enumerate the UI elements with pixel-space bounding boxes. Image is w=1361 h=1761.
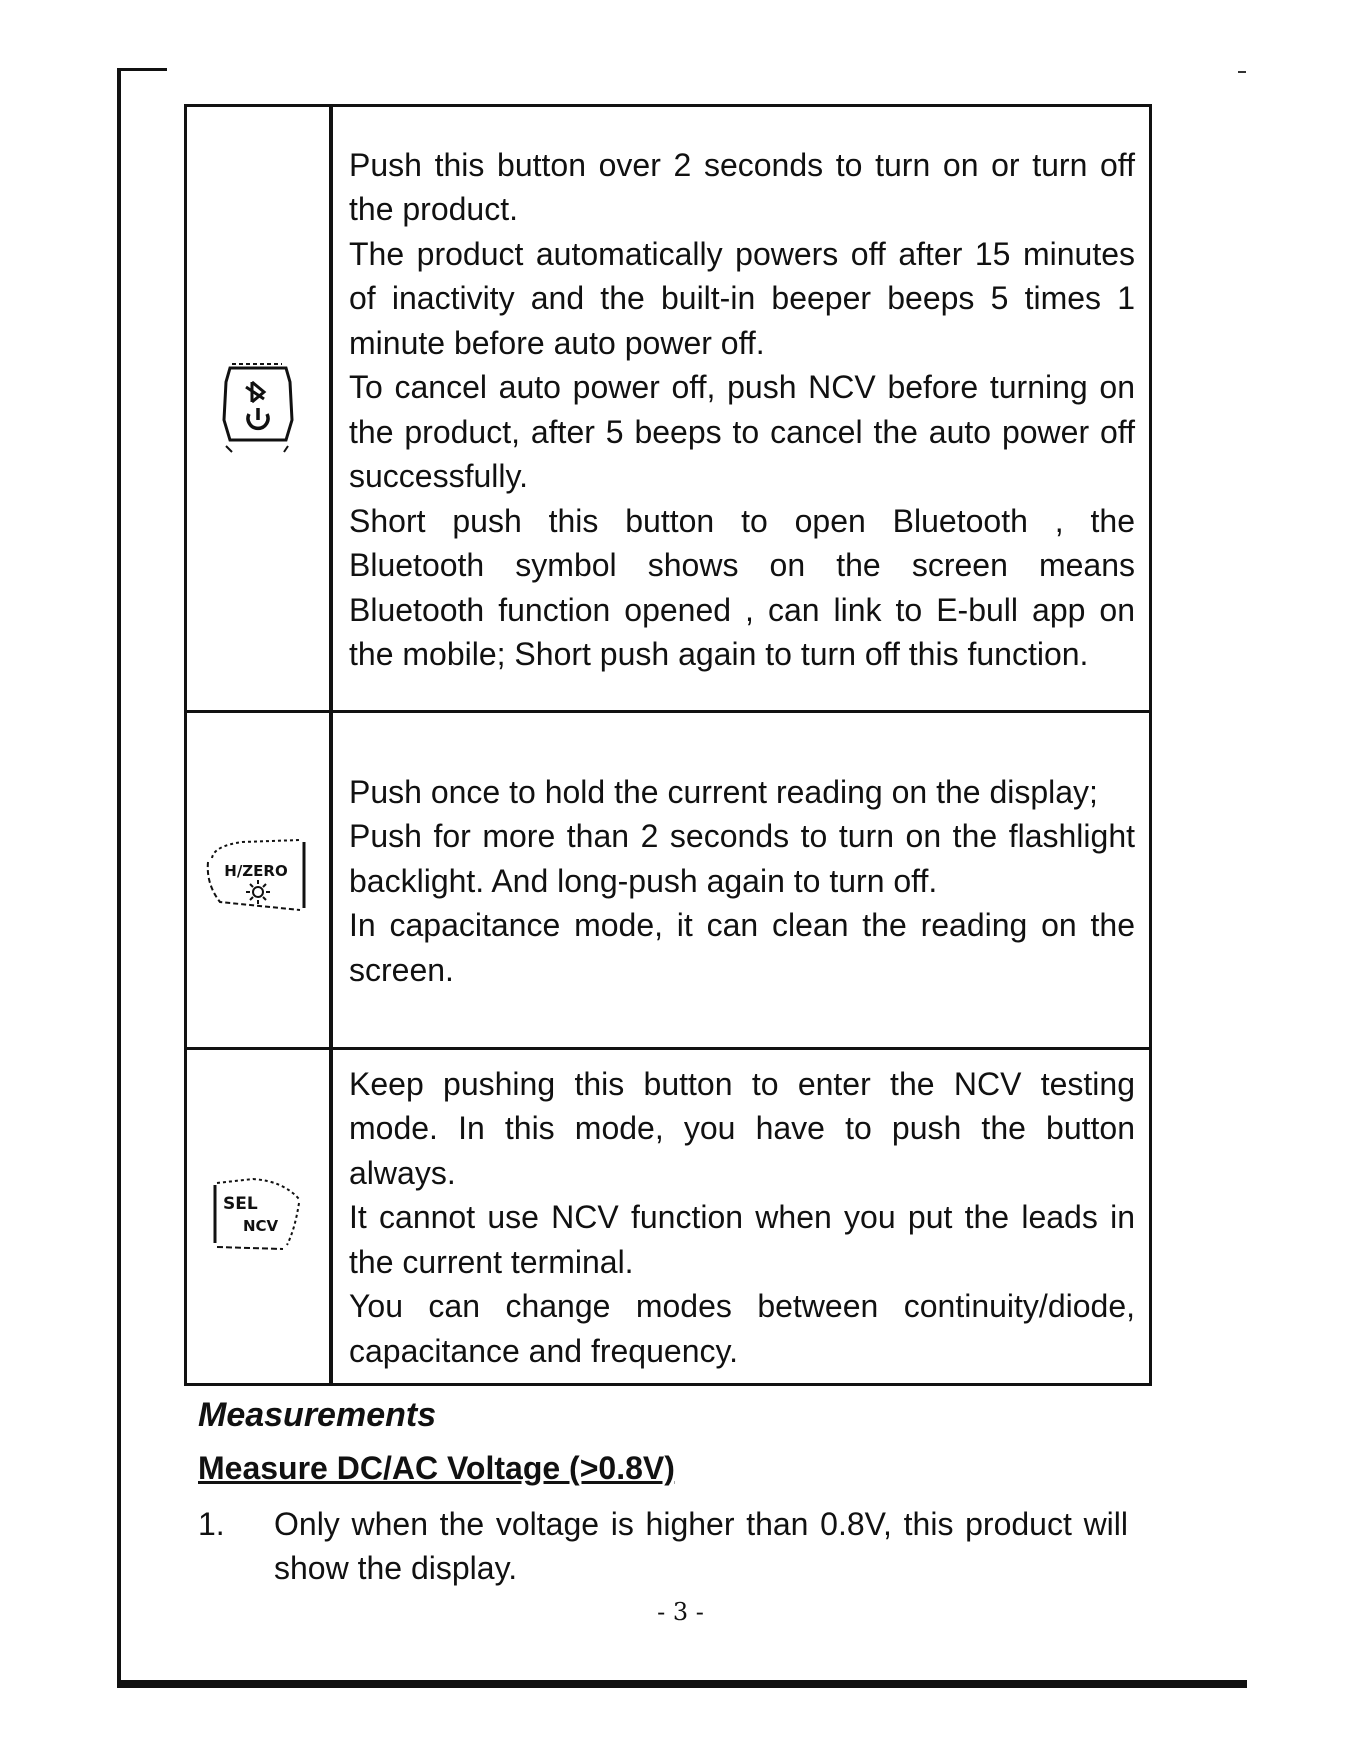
step-text: Only when the voltage is higher than 0.8V, this product will show the display.	[274, 1506, 1128, 1586]
description-line: You can change modes between continuity/diode, capacitance and frequency.	[349, 1288, 1135, 1369]
list-item	[198, 1502, 1128, 1590]
page-number: - 3 -	[657, 1598, 704, 1626]
page-frame-top-tick	[117, 68, 167, 71]
description-line: To cancel auto power off, push NCV before turning on the product, after 5 beeps to cancel the auto power off successfully.	[349, 369, 1135, 494]
subsection-title: Measure DC/AC Voltage (>0.8V)	[198, 1450, 675, 1486]
description-line: The product automatically powers off after 15 minutes of inactivity and the built-in beeper beeps 5 times 1 minute before auto power off.	[349, 235, 1135, 361]
description-line: It cannot use NCV function when you put the leads in the current terminal.	[349, 1199, 1135, 1280]
key-label: H/ZERO	[224, 861, 288, 880]
page-frame-left-border	[117, 70, 121, 1687]
hold-zero-backlight-key-icon	[202, 836, 314, 920]
description-line: Push once to hold the current reading on the display;	[349, 773, 1098, 810]
key-description	[331, 1049, 1151, 1385]
bluetooth-power-key-icon	[222, 354, 294, 458]
key-label-top: SEL	[223, 1194, 258, 1214]
description-line: Short push this button to open Bluetooth , the Bluetooth symbol shows on the screen means Bluetooth function opened , can link to E-bull app on the mobile; Short push again to turn off this function.	[349, 502, 1135, 672]
key-icon-cell	[186, 1049, 332, 1385]
description-line: Push for more than 2 seconds to turn on the flashlight backlight. And long-push again to turn off.	[349, 818, 1135, 899]
step-number: 1.	[198, 1506, 225, 1542]
table-row	[186, 712, 1151, 1049]
key-icon-cell	[186, 106, 332, 712]
table-row	[186, 106, 1151, 712]
description-line: Push this button over 2 seconds to turn on or turn off the product.	[349, 146, 1135, 227]
page-corner-mark	[1238, 71, 1246, 73]
key-label-bottom: NCV	[243, 1217, 279, 1235]
section-title: Measurements	[198, 1396, 437, 1434]
description-line: Keep pushing this button to enter the NCV testing mode. In this mode, you have to push the button always.	[349, 1065, 1135, 1191]
key-description	[331, 106, 1151, 712]
key-description	[331, 712, 1151, 1049]
button-function-table	[184, 104, 1152, 1386]
table-row	[186, 1049, 1151, 1385]
key-icon-cell	[186, 712, 332, 1049]
page-frame-bottom-border	[117, 1680, 1247, 1688]
description-line: In capacitance mode, it can clean the reading on the screen.	[349, 907, 1135, 988]
sel-ncv-key-icon	[203, 1169, 313, 1259]
